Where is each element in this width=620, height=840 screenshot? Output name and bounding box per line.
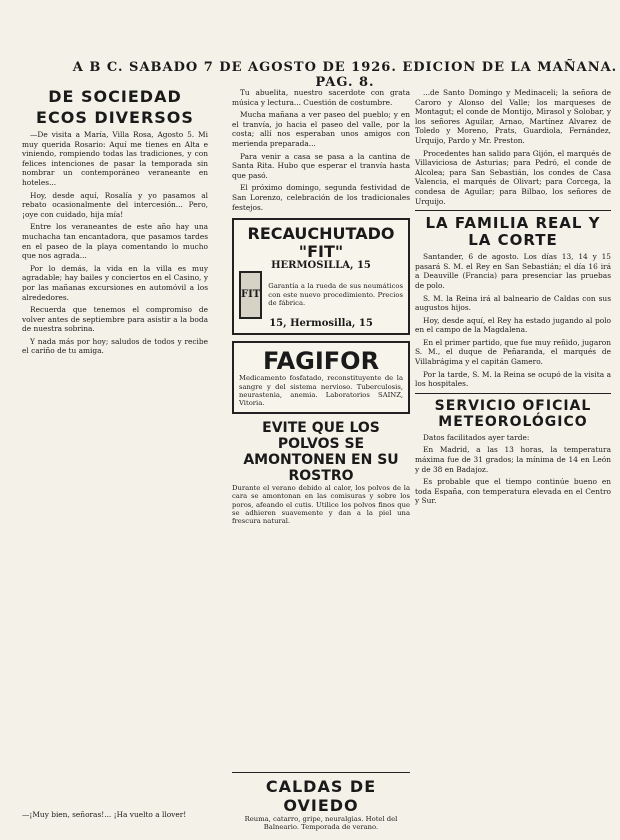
ad-fit-footer: 15, Hermosilla, 15: [269, 317, 373, 329]
article-paragraph: Santander, 6 de agosto. Los días 13, 14 y 15 pasará S. M. el Rey en San Sebastián; el día 16 irá a Deauville (Francia) para presenciar las pruebas de polo.: [415, 252, 611, 290]
ad-caldas-title: CALDAS DE OVIEDO: [265, 777, 377, 815]
masthead-title: A B C. SABADO 7 DE AGOSTO DE 1926. EDICION DE LA MAÑANA. PAG. 8.: [72, 60, 618, 90]
column-2: [232, 88, 410, 531]
article-paragraph: Para venir a casa se pasa a la cantina de Santa Rita. Hubo que esperar el tranvía hasta que pasó.: [232, 151, 410, 180]
fit-logo-icon: FIT: [239, 271, 262, 319]
column-3: [415, 88, 611, 509]
masthead: [0, 0, 620, 90]
section-subtitle: ECOS DIVERSOS: [36, 108, 194, 127]
article-paragraph: Hoy, desde aquí, el Rey ha estado jugando al polo en el campo de la Magdalena.: [415, 315, 611, 335]
section-title: DE SOCIEDAD: [48, 87, 182, 106]
ad-fit-address: HERMOSILLA, 15: [271, 260, 371, 272]
ad-polvos-text: Durante el verano debido al calor, los polvos de la cara se amontonan en las comisuras y sobre los poros, afeando el cutis. Utilice los polvos finos que se adhieren suavemente y dan a la piel una frescura natural.: [232, 484, 410, 525]
ad-fagifor-title: FAGIFOR: [262, 347, 380, 376]
ad-fit: [232, 218, 410, 335]
article-paragraph: Por la tarde, S. M. la Reina se ocupó de la visita a los hospitales.: [415, 369, 611, 389]
article-paragraph: S. M. la Reina irá al balneario de Caldas con sus augustos hijos.: [415, 293, 611, 313]
article-paragraph: Es probable que el tiempo continúe bueno en toda España, con temperatura elevada en el Centro y Sur.: [415, 477, 611, 506]
ad-fagifor: [232, 341, 410, 414]
article-paragraph: Hoy, desde aquí, Rosalía y yo pasamos al rebato ocasionalmente del intercesión... Pero, ¡oye con cuidado, hija mía!: [22, 190, 208, 219]
article-paragraph: Por lo demás, la vida en la villa es muy agradable; hay bailes y conciertos en el Casino, y por las mañanas excursiones en automóvil a los alrededores.: [22, 263, 208, 302]
article-paragraph: Mucha mañana a ver paseo del pueblo; y en el tranvía, jo hacia el paseo del valle, por la costa; allí nos esperaban unos amigos con merienda preparada...: [232, 110, 410, 148]
article-paragraph: Procedentes han salido para Gijón, el marqués de Villaviciosa de Asturias; para Pedró, el conde de Alcolea; para San Sebastián, los condes de Casa Valencia, el marqués de Olivart; para Corcega, la condesa de Aguilar; para Bilbao, los señores de Urquijo.: [415, 148, 611, 206]
column-1: [22, 88, 208, 359]
divider: [415, 393, 611, 394]
ad-polvos: [232, 420, 410, 525]
ad-fit-text: Garantía a la rueda de sus neumáticos con este nuevo procedimiento. Precios de fábrica.: [268, 282, 403, 307]
divider: [415, 210, 611, 211]
article-paragraph: Entre los veraneantes de este año hay una muchacha tan encantadora, que pasamos tardes en el paseo de la playa comentando lo mucho que nos agrada...: [22, 222, 208, 261]
article-paragraph: Y nada más por hoy; saludos de todos y recibe el cariño de tu amiga.: [22, 336, 208, 356]
article-paragraph: ...de Santo Domingo y Medinaceli; la señora de Caroro y Alonso del Valle; los marqueses de Montagut; el conde de Montijo, Mirasol y Solobar, y los señores Aguilar, Arnao, Martínez Alvarez de Toledo y Moreno, Prats, Guardiola, Fernández, Urquijo, Pardo y Mr. Preston.: [415, 88, 611, 145]
article-paragraph: En Madrid, a las 13 horas, la temperatura máxima fue de 31 grados; la mínima de 14 en León y de 38 en Badajoz.: [415, 445, 611, 474]
article-paragraph: Tu abuelita, nuestro sacerdote con grata música y lectura... Cuestión de costumbre.: [232, 88, 410, 107]
royal-headline: LA FAMILIA REAL Y LA CORTE: [425, 214, 601, 250]
ad-fagifor-text: Medicamento fosfatado, reconstituyente de la sangre y del sistema nervioso. Tuberculosis, neurastenia, anemia. Laboratorios SAINZ, Vitoria.: [239, 374, 403, 407]
ad-polvos-title: EVITE QUE LOS POLVOS SE AMONTONEN EN SU ROSTRO: [243, 420, 399, 485]
column-1-footer: —¡Muy bien, señoras!... ¡Ha vuelto a llover!: [22, 810, 187, 819]
article-paragraph: Recuerda que tenemos el compromiso de volver antes de septiembre para asistir a la boda de nuestra sobrina.: [22, 305, 208, 334]
ad-caldas: [232, 768, 410, 831]
article-paragraph: —De visita a María, Villa Rosa, Agosto 5. Mi muy querida Rosario: Aquí me tienes en Alta e viniendo, rompiendo todas las tradiciones, y con felices intenciones de pasar la temporada sin nombrar un contemporáneo veraneante en hoteles...: [22, 130, 208, 187]
article-paragraph: El próximo domingo, segunda festividad de San Lorenzo, celebración de los tradicionales festejos.: [232, 183, 410, 212]
ad-caldas-text: Reuma, catarro, gripe, neuralgias. Hotel del Balneario. Temporada de verano.: [244, 815, 398, 832]
meteo-headline: SERVICIO OFICIAL METEOROLÓGICO: [434, 397, 592, 430]
ad-fit-title: RECAUCHUTADO "FIT": [247, 224, 395, 262]
divider: [232, 772, 410, 773]
article-paragraph: Datos facilitados ayer tarde:: [423, 432, 530, 442]
article-paragraph: En el primer partido, que fue muy reñido, jugaron S. M., el duque de Peñaranda, el marqués de Villabrágima y el capitán Gamero.: [415, 337, 611, 367]
